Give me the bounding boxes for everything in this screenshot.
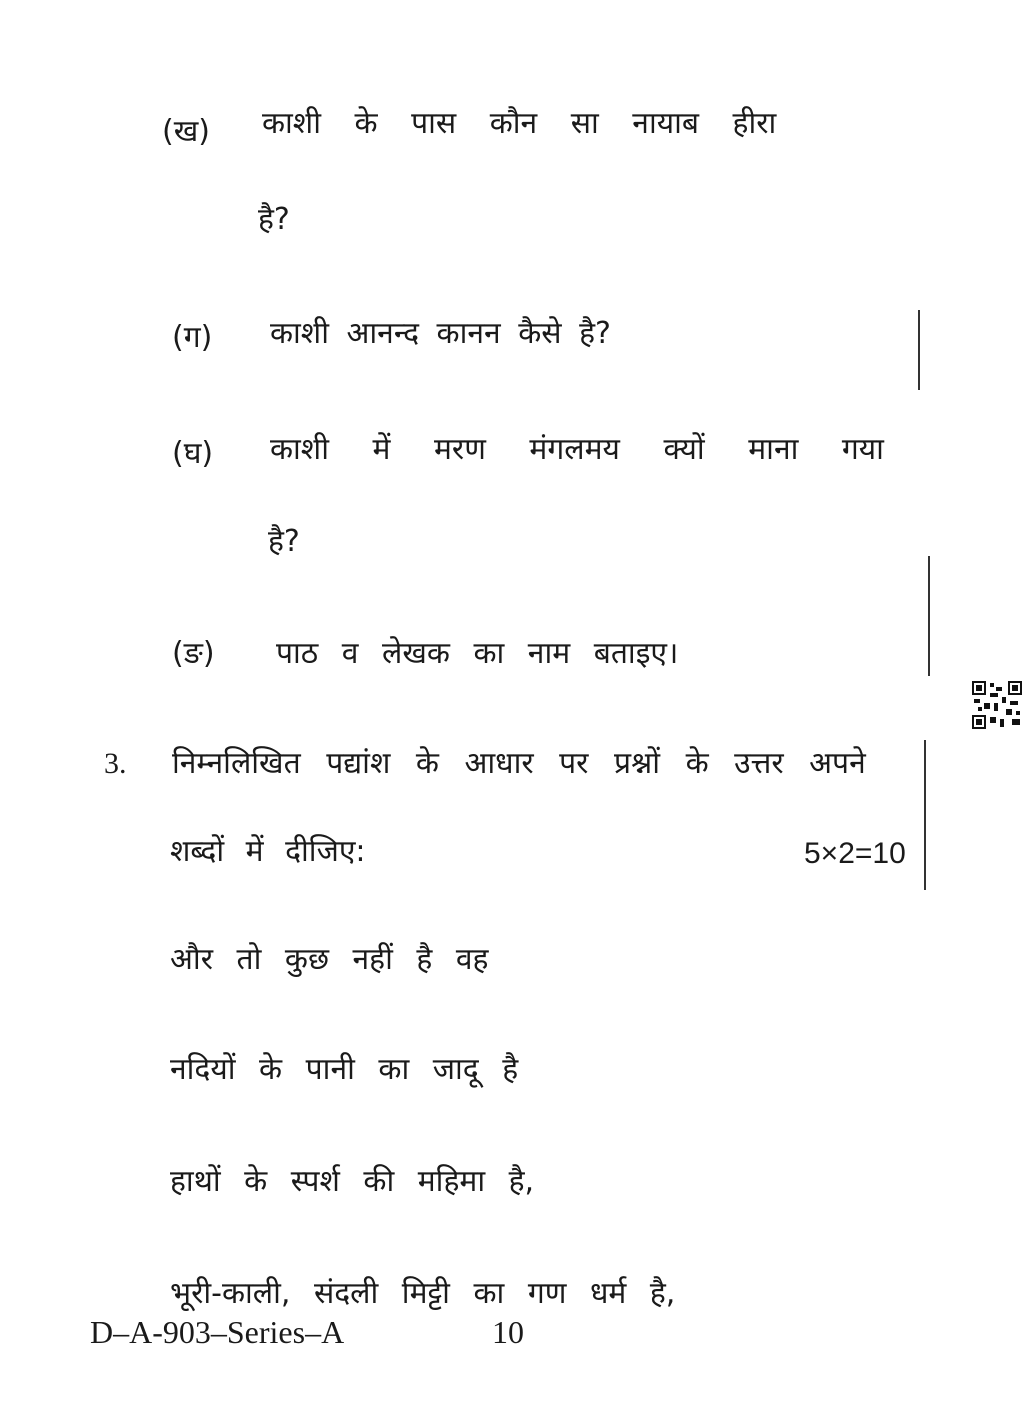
question-3-line2: शब्दों में दीजिए:: [170, 834, 366, 869]
part-kha-line1: काशी के पास कौन सा नायाब हीरा: [262, 106, 777, 141]
scan-edge-line: [924, 740, 926, 890]
question-number: 3.: [104, 747, 127, 780]
page-number: 10: [492, 1314, 524, 1350]
part-nga-line1: पाठ व लेखक का नाम बताइए।: [276, 636, 679, 671]
poem-line-3: हाथों के स्पर्श की महिमा है,: [170, 1164, 535, 1199]
part-label-kha: (ख): [162, 114, 210, 149]
part-label-gha: (घ): [172, 436, 214, 471]
part-label-nga: (ङ): [172, 636, 215, 671]
poem-line-4: भूरी-काली, संदली मिट्टी का गण धर्म है,: [170, 1276, 676, 1311]
marks-allocation: 5×2=10: [804, 837, 906, 870]
part-label-ga: (ग): [172, 320, 213, 355]
scan-edge-line: [928, 556, 930, 676]
part-ga-line1: काशी आनन्द कानन कैसे है?: [270, 316, 611, 351]
series-code: D–A-903–Series–A: [90, 1314, 345, 1350]
qr-code-icon: [972, 681, 1022, 729]
question-3-line1: निम्नलिखित पद्यांश के आधार पर प्रश्नों के उत्तर अपने: [172, 746, 866, 781]
scan-edge-line: [918, 310, 920, 390]
part-kha-line2: है?: [258, 202, 290, 237]
poem-line-2: नदियों के पानी का जादू है: [170, 1052, 519, 1087]
poem-line-1: और तो कुछ नहीं है वह: [170, 942, 489, 977]
part-gha-line1: काशी में मरण मंगलमय क्यों माना गया: [270, 432, 884, 467]
part-gha-line2: है?: [268, 524, 300, 559]
